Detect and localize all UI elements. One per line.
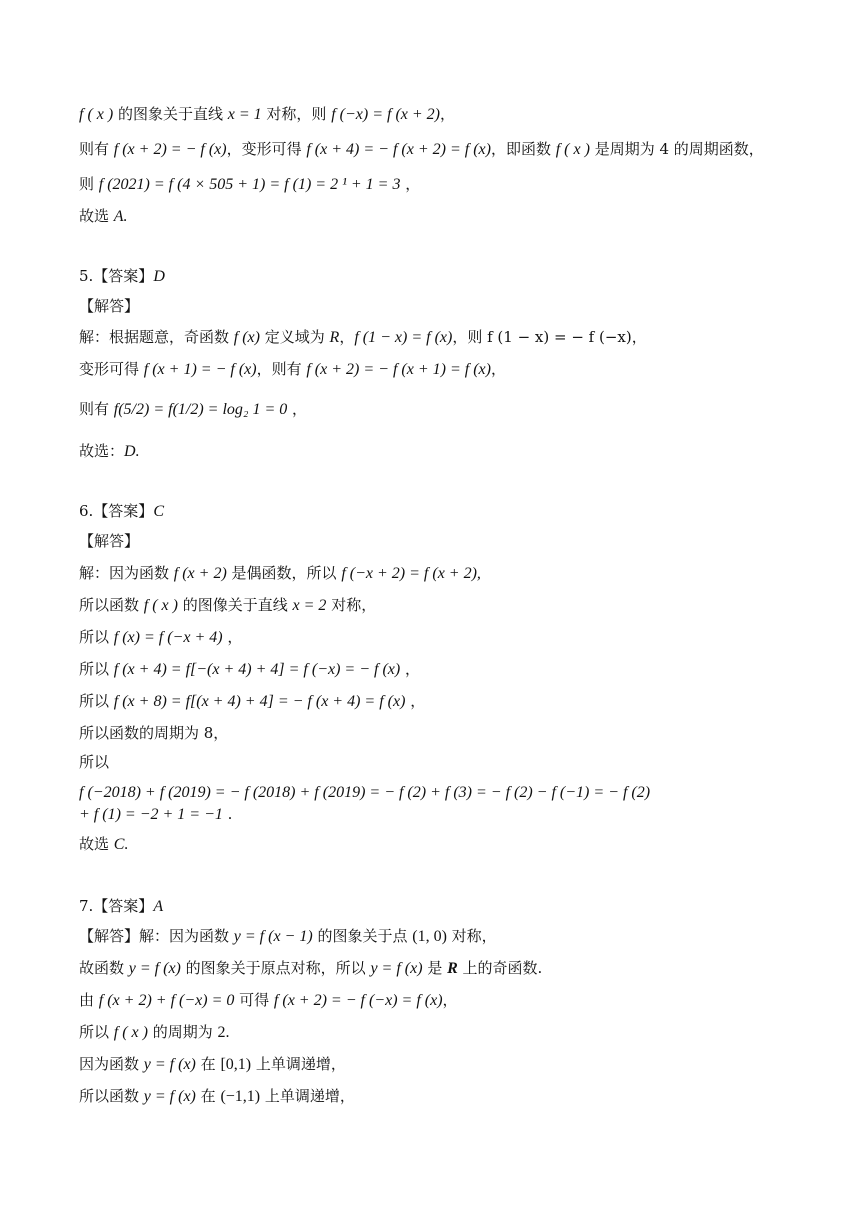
line-text: 的图像关于直线 [177, 596, 293, 614]
line-text: 则 [79, 175, 99, 193]
formula: f ( x ) [555, 141, 590, 158]
formula: R [329, 329, 340, 346]
formula: f (x + 2) [173, 565, 227, 582]
formula: D [153, 268, 165, 285]
line-text: 所以 [79, 1023, 114, 1041]
formula: f (1 − x) = f (x) [354, 329, 453, 346]
line-text: 由 [79, 991, 99, 1009]
answer-heading [79, 501, 164, 522]
formula: (1, 0) [412, 928, 447, 945]
answer-heading [79, 266, 165, 287]
line-text: 变形可得 [79, 360, 144, 378]
text-line [79, 563, 481, 584]
line-text: 的图象关于直线 [113, 105, 228, 123]
line-text: 6.【答案】 [79, 502, 154, 520]
formula: f (−x) = f (x + 2) [331, 106, 440, 123]
text-line [79, 834, 128, 855]
line-text: 所以 [79, 692, 114, 710]
formula: C [153, 503, 164, 520]
text-line [79, 958, 542, 979]
formula: f ( x ) [143, 597, 178, 614]
line-text: 对称， [326, 596, 377, 614]
text-line [79, 804, 232, 825]
formula: D. [124, 443, 140, 460]
line-text: 的图象关于点 [312, 927, 413, 945]
line-text: 所以 [79, 753, 110, 771]
line-text: 上单调递增， [251, 1055, 346, 1073]
formula: f (x) [233, 329, 260, 346]
text-line [79, 359, 506, 380]
line-text: ， [442, 991, 458, 1009]
solution-heading [79, 531, 139, 551]
line-text: ，则有 [256, 360, 307, 378]
line-text: 是周期为 4 的周期函数， [589, 140, 764, 158]
line-text: ，变形可得 [226, 140, 307, 158]
line-text: 【解答】 [79, 532, 140, 550]
formula: y = f (x) [143, 1056, 196, 1073]
line-text: 所以 [79, 660, 114, 678]
line-text: ，即函数 [490, 140, 556, 158]
line-text: 可得 [234, 991, 274, 1009]
formula: f (−2018) + f (2019) = − f (2018) + f (2019) = − f (2) + f (3) = − f (2) − f (−1) = − f (2) [79, 784, 651, 801]
line-text: ，则 f (1 − x) = − f (−x)， [452, 328, 647, 346]
formula: y = f (x − 1) [233, 928, 313, 945]
text-line [79, 990, 458, 1011]
line-text: 是 [422, 959, 448, 977]
line-text: 7.【答案】 [79, 897, 154, 915]
formula: f (x + 1) = − f (x) [143, 361, 257, 378]
formula: f (x + 4) = − f (x + 2) = f (x) [306, 141, 491, 158]
text-line [79, 627, 242, 648]
text-line [79, 104, 455, 125]
text-line [79, 752, 109, 772]
formula: y = f (x) [370, 960, 423, 977]
line-text: 定义域为 [259, 328, 330, 346]
line-text: 故选 [79, 835, 114, 853]
formula: A. [113, 208, 128, 225]
formula: f(5/2) = f(1/2) = log₂ 1 = 0 [113, 401, 288, 418]
text-line [79, 206, 128, 227]
text-line [79, 782, 650, 803]
line-text: ， [490, 360, 506, 378]
formula: x = 2 [292, 597, 327, 614]
line-text: 5.【答案】 [79, 267, 154, 285]
line-text: 的图象关于原点对称，所以 [180, 959, 371, 977]
text-line [79, 399, 307, 420]
formula: f (x + 4) = f[−(x + 4) + 4] = f (−x) = − f (x) [113, 661, 401, 678]
text-line [79, 139, 764, 160]
text-line [79, 691, 425, 712]
formula: f ( x ) [79, 106, 114, 123]
line-text: ， [400, 175, 421, 193]
line-text: 在 [195, 1055, 221, 1073]
text-line [79, 1086, 355, 1107]
line-text: 对称， [446, 927, 497, 945]
line-text: ， [339, 328, 355, 346]
text-line [79, 1054, 346, 1075]
formula: R [447, 960, 458, 977]
line-text: 所以 [79, 628, 114, 646]
line-text: 【解答】解：因为函数 [79, 927, 234, 945]
text-line [79, 327, 647, 348]
line-text: 是偶函数，所以 [226, 564, 342, 582]
line-text: 上的奇函数. [457, 959, 543, 977]
line-text: 因为函数 [79, 1055, 144, 1073]
text-line [79, 659, 420, 680]
line-text: 故选 [79, 207, 114, 225]
formula: (−1,1) [220, 1088, 261, 1105]
formula: + f (1) = −2 + 1 = −1 [79, 806, 223, 823]
formula: f (2021) = f (4 × 505 + 1) = f (1) = 2 ¹ + 1 = 3 [98, 176, 401, 193]
formula: f (x + 2) = − f (x + 1) = f (x) [306, 361, 491, 378]
line-text: 故选： [79, 442, 125, 460]
formula: C. [113, 836, 129, 853]
line-text: 所以函数的周期为 8， [79, 724, 229, 742]
formula: x = 1 [227, 106, 262, 123]
formula: f (x + 2) = − f (x) [113, 141, 227, 158]
line-text: 解：因为函数 [79, 564, 174, 582]
solution-heading [79, 296, 139, 316]
line-text: ， [222, 628, 243, 646]
formula: f (−x + 2) = f (x + 2), [341, 565, 481, 582]
formula: y = f (x) [143, 1088, 196, 1105]
line-text: 则有 [79, 400, 114, 418]
line-text: 的周期为 [147, 1023, 218, 1041]
line-text: 上单调递增， [260, 1087, 355, 1105]
line-text: ， [287, 400, 308, 418]
answer-heading [79, 896, 163, 917]
line-text: 故函数 [79, 959, 129, 977]
line-text: 所以函数 [79, 1087, 144, 1105]
formula: f (x + 8) = f[(x + 4) + 4] = − f (x + 4) = f (x) [113, 693, 406, 710]
text-line [79, 723, 228, 743]
formula: y = f (x) [128, 960, 181, 977]
line-text: 在 [195, 1087, 221, 1105]
text-line [79, 926, 497, 947]
formula: f ( x ) [113, 1024, 148, 1041]
formula: f (x + 2) + f (−x) = 0 [98, 992, 235, 1009]
text-line [79, 1022, 230, 1043]
line-text: 所以函数 [79, 596, 144, 614]
formula: 2. [217, 1024, 230, 1041]
line-text: 【解答】 [79, 297, 140, 315]
line-text: 则有 [79, 140, 114, 158]
formula: f (x) = f (−x + 4) [113, 629, 223, 646]
line-text: ， [400, 660, 420, 678]
text-line [79, 441, 140, 462]
line-text: ， [440, 105, 456, 123]
line-text: 对称，则 [261, 105, 332, 123]
formula: A [153, 898, 164, 915]
text-line [79, 174, 420, 195]
line-text: ， [405, 692, 426, 710]
line-text: . [222, 805, 233, 823]
formula: [0,1) [220, 1056, 252, 1073]
text-line [79, 595, 376, 616]
formula: f (x + 2) = − f (−x) = f (x) [273, 992, 443, 1009]
line-text: 解：根据题意，奇函数 [79, 328, 234, 346]
